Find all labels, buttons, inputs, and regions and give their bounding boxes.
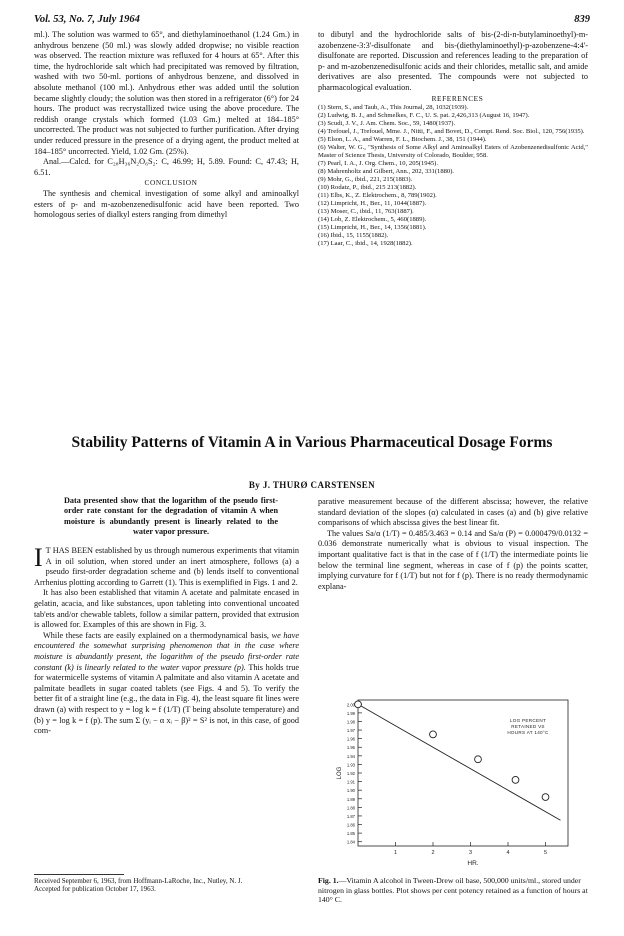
y-tick-label: 1.98 xyxy=(346,719,355,725)
reference-item: (3) Scudi, J. V., J. Am. Chem. Soc., 59, 1480(1937). xyxy=(318,120,456,128)
abstract xyxy=(64,496,278,538)
abstract-text: Data presented show that the logarithm of the pseudo first-order rate constant for the degradation of vitamin A when moisture is abundantly present is linearly related to the water vapor pressure. xyxy=(64,496,278,537)
chart-annotation: HOURS AT 140°C xyxy=(507,730,549,735)
intro-text: established by us through numerous experiments that vitamin A in oil solution, when stored under an inert atmosphere, follows (a) a pseudo first-order degradation scheme and (b) lends itself to conventional Arrhenius plotting according to Garrett (1). This is exemplified in Figs. 1 and 2. xyxy=(34,546,299,587)
reference-item: (15) Limpricht, H., Ber., 14, 1356(1881). xyxy=(318,224,427,232)
article-title: Stability Patterns of Vitamin A in Various Pharmaceutical Dosage Forms xyxy=(71,434,553,451)
reference-item: (14) Lob, Z. Elektrochem., 5, 460(1889). xyxy=(318,216,427,224)
reference-item: (2) Ludwig, B. J., and Schmelkes, F. C., U. S. pat. 2,426,313 (August 16, 1947). xyxy=(318,112,530,120)
reference-item: (6) Walter, W. G., "Synthesis of Some Alkyl and Aminoalkyl Esters of Azobenzenedisulfonic Acid," Master of Science Thesis, University of Colorado, Boulder, 958. xyxy=(318,144,588,160)
y-tick-label: 1.94 xyxy=(346,753,355,759)
conclusion-paragraph: The synthesis and chemical investigation of some alkyl and aminoalkyl esters of p- and m-azobenzenedisulfonic acid have been reported. Two homologous series of dialkyl esters ranging from dimethyl xyxy=(34,188,299,220)
x-axis-label: HR. xyxy=(467,860,479,867)
x-tick-label: 2 xyxy=(431,850,435,856)
reference-item: (9) Mohr, G., ibid., 221, 215(1883). xyxy=(318,176,413,184)
column-2-body xyxy=(318,497,588,592)
chart-annotation: RETAINED VS xyxy=(511,724,545,729)
y-tick-label: 1.89 xyxy=(346,796,355,802)
reference-item: (16) Ibid., 15, 1155(1882). xyxy=(318,232,389,240)
x-tick-label: 5 xyxy=(543,850,548,856)
x-tick-label: 4 xyxy=(506,850,510,856)
paragraph: to dibutyl and the hydrochloride salts of bis-(2-di-n-butylaminoethyl)-m-azobenzene-3:3'-disulfonate and bis-(diethylaminoethyl)-p-azobenzene-4:4'-disulfonate are reported. Discussion and references leading to the preparation of p- and m-azobenzenedisulfonic acids and their chlorides, metallic salt, and amide derivatives are also presented. The compounds were not subjected to pharmacological evaluation. xyxy=(318,30,588,92)
data-point xyxy=(512,776,519,783)
intro-paragraph xyxy=(34,543,299,588)
data-point xyxy=(355,701,362,708)
y-tick-label: 1.85 xyxy=(346,831,355,837)
column-2-top xyxy=(318,30,588,248)
reference-item: (13) Moser, C., ibid., 11, 763(1887). xyxy=(318,208,414,216)
y-tick-label: 1.93 xyxy=(346,762,355,768)
y-tick-label: 1.84 xyxy=(346,839,355,845)
accepted-note: Accepted for publication October 17, 1963. xyxy=(34,885,156,894)
reference-item: (8) Mahrenholtz and Gilbert, Ann., 202, 331(1880). xyxy=(318,168,455,176)
y-tick-label: 2.00 xyxy=(346,702,355,708)
x-tick-label: 3 xyxy=(468,850,473,856)
y-tick-label: 1.87 xyxy=(346,813,355,819)
text-run: While these facts are easily explained on a thermodynamical basis, xyxy=(43,630,272,640)
paragraph: ml.). The solution was warmed to 65°, and diethylaminoethanol (1.24 Gm.) in anhydrous benzene (50 ml.) was slowly added dropwise; no visible reaction was observed. The reaction mixture was refluxed for 4 hours at 65°. After this time, the hydrochloride salt which had precipitated was removed by filtration, washed with two 50-ml. portions of anhydrous benzene, and dissolved in absolute methanol (100 ml.). Anhydrous ether was added until the solution became slightly cloudy; the solution was then stored in a refrigerator (6°) for 24 hours. The product was recrystallized twice using the above procedure. The reddish orange crystals which formed (1.03 Gm.) melted at 184–185° uncorrected. The product was not subjected to further purification. After drying under reduced pressure in the presence of a drying agent, the product melted at 184–185° uncorrected. Yield, 1.02 Gm. (25%). xyxy=(34,30,299,156)
references-heading: REFERENCES xyxy=(431,93,484,103)
caption-text: —Vitamin A alcohol in Tween-Drew oil base, 500,000 units/ml., stored under nitrogen in glass bottles. Plot shows per cent potency retained as a function of hours at 140° C. xyxy=(318,876,588,905)
reference-item: (11) Elbs, K., Z. Elektrochem., 8, 789(1902). xyxy=(318,192,437,200)
x-tick-label: 1 xyxy=(393,850,398,856)
text-run: This holds true for watermicelle systems of vitamin A palmitate and also vitamin A acetate and palmitate beadlets in sugar coated tablets (see Figs. 4 and 5). To verify the better fit of a straight line (e.g., the data in Fig. 4), the least square fit lines were drawn (a) with respect to y = log k = f (1/T) (T being absolute temperature) and (b) y = log k = f (p). The sum Σ (yᵢ − α xᵢ − β)² = S² is not, in this case, of good com- xyxy=(34,662,299,736)
reference-item: (7) Pearl, I. A., J. Org. Chem., 10, 205(1945). xyxy=(318,160,439,168)
author-byline: By J. THURØ CARSTENSEN xyxy=(248,480,376,490)
y-tick-label: 1.88 xyxy=(346,805,355,811)
reference-item: (1) Stern, S., and Taub, A., This Journal, 28, 1032(1939). xyxy=(318,104,469,112)
figure-1 xyxy=(332,694,588,870)
reference-item: (17) Laar, C., ibid., 14, 1928(1882). xyxy=(318,240,413,248)
analysis-paragraph: Anal.—Calcd. for C₂₈H₃₆N₂O₆S₂: C, 46.99; H, 5.89. Found: C, 47.43; H, 6.51. xyxy=(34,157,299,177)
paragraph: It has also been established that vitamin A acetate and palmitate encased in gelatin, acacia, and like substances, upon tableting into conventional uncoated tab'ets and/or chewable tablets, follow a similar pattern, provided that extrusion is allowed for. Examples of this are shown in Fig. 3. xyxy=(34,588,299,630)
chart-annotation: LOG PERCENT xyxy=(509,718,547,723)
caption-label: Fig. 1. xyxy=(318,876,339,885)
y-tick-label: 1.91 xyxy=(346,779,355,785)
y-tick-label: 1.95 xyxy=(346,745,355,751)
y-axis-label: LOG xyxy=(337,766,343,780)
data-point xyxy=(430,731,437,738)
reference-item: (10) Rodatz, P., ibid., 215 213(1882). xyxy=(318,184,417,192)
italic-finding: we have encountered the somewhat surprising phenomenon that in the case where moisture is abundantly present, the logarithm of the pseudo first-order rate constant (k) is linearly related to the water vapor pressure (p). xyxy=(34,630,299,672)
reference-item: (5) Elson, L. A., and Warren, F. L., Biochem. J., 38, 151 (1944). xyxy=(318,136,487,144)
column-1-body xyxy=(34,543,299,737)
data-point xyxy=(542,794,549,801)
conclusion-heading: CONCLUSION xyxy=(144,178,198,188)
y-tick-label: 1.97 xyxy=(346,728,355,734)
column-1-top xyxy=(34,30,299,221)
reference-list xyxy=(318,104,588,248)
received-note: Received September 6, 1963, from Hoffmann-LaRoche, Inc., Nutley, N. J. xyxy=(34,877,243,885)
journal-issue: Vol. 53, No. 7, July 1964 xyxy=(34,14,140,25)
page-number: 839 xyxy=(574,14,590,25)
reference-item: (12) Limpricht, H., Ber., 11, 1044(1887). xyxy=(318,200,427,208)
y-tick-label: 1.92 xyxy=(346,771,355,776)
line-chart xyxy=(332,694,588,870)
y-tick-label: 1.99 xyxy=(346,710,355,716)
reference-item: (4) Trefouel, J., Trefouel, Mme. J., Nitti, F., and Bovet, D., Compt. Rend. Soc. Biol., 120, 756(1935). xyxy=(318,128,585,136)
data-point xyxy=(475,756,482,763)
lead-in: T HAS BEEN xyxy=(45,546,94,555)
paragraph: The values Sa/α (1/T) = 0.485/3.463 = 0.14 and Sa/α (P) = 0.000479/0.0132 = 0.036 demonstrate numerically what is obvious to visual inspection. The important qualitative fact is that in the case of f (1/T) the intermediate points lie below the terminal line segment, whereas in case of f (p) the points scatter, implying curvature for f (1/T) but not for f (p). There is no ready thermodynamic explana- xyxy=(318,528,588,591)
y-tick-label: 1.96 xyxy=(346,736,355,742)
y-tick-label: 1.86 xyxy=(346,822,355,828)
footnote xyxy=(34,869,299,893)
drop-cap: I xyxy=(34,543,43,572)
footnote-rule xyxy=(34,874,124,875)
figure-caption xyxy=(318,876,588,905)
key-finding-paragraph xyxy=(34,631,299,737)
paragraph: parative measurement because of the different abscissa; however, the relative standard deviation of the slopes (α) calculated in cases (a) and (b) give relative comparisons of which abscissa gives the best linear fit. xyxy=(318,497,588,528)
running-header xyxy=(34,14,590,28)
y-tick-label: 1.90 xyxy=(346,788,355,794)
